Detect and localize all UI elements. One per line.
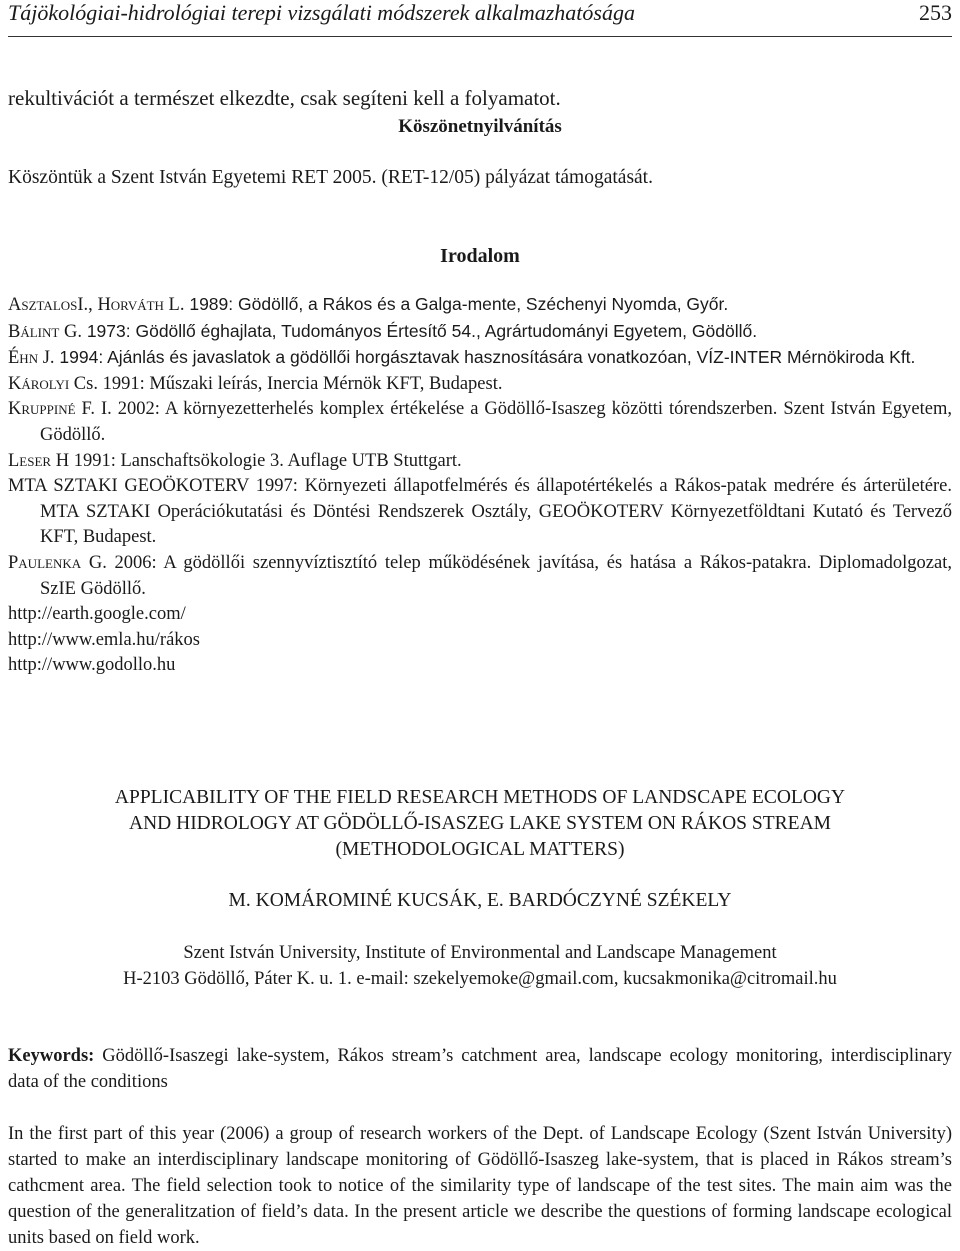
reference-item: MTA SZTAKI GEOÖKOTERV 1997: Környezeti állapotfelmérés és állapotértékelés a Rákos-patak medrére és árterületére. MTA SZTAKI Operációkutatási és Döntési Rendszerek Osztály, GEOÖKOTERV Környezetföldtani Kutató és Tervező KFT, Budapest.	[8, 476, 952, 548]
running-header	[8, 0, 952, 37]
reference-item: Károlyi Cs. 1991: Műszaki leírás, Inercia Mérnök KFT, Budapest.	[8, 373, 503, 394]
reference-link[interactable]: http://www.godollo.hu	[8, 655, 176, 676]
abstract: In the first part of this year (2006) a group of research workers of the Dept. of Landscape Ecology (Szent István University) started to make an interdisciplinary landscape monitoring of Gödöllő-Isaszeg lake-system, that is placed in Rákos stream’s cathcment area. The field selection took to notice of the similarity type of landscape of the test sites. The main aim was the question of the generalitzation of field’s data. In the present article we describe the questions of forming landscape ecological units based on field work.	[8, 1124, 952, 1248]
reference-item: AsztalosI., Horváth L. 1989: Gödöllő, a Rákos és a Galga-mente, Széchenyi Nyomda, Győr.	[8, 294, 729, 315]
reference-item: Paulenka G. 2006: A gödöllői szennyvíztisztító telep működésének javítása, és hatása a Rákos-patakra. Diplomadolgozat, SzIE Gödöllő.	[8, 552, 952, 599]
reference-item: Leser H 1991: Lanschaftsökologie 3. Auflage UTB Stuttgart.	[8, 450, 462, 471]
acknowledgement-title: Köszönetnyilvánítás	[398, 116, 562, 137]
acknowledgement-text: Köszöntük a Szent István Egyetemi RET 2005. (RET-12/05) pályázat támogatását.	[8, 167, 653, 188]
intro-line: rekultivációt a természet elkezdte, csak segíteni kell a folyamatot.	[8, 86, 561, 110]
keywords-text: Gödöllő-Isaszegi lake-system, Rákos stream’s catchment area, landscape ecology monitoring, interdisciplinary data of the conditions	[8, 1046, 952, 1092]
running-title: Tájökológiai-hidrológiai terepi vizsgálati módszerek alkalmazhatósága	[8, 0, 635, 25]
reference-item: Éhn J. 1994: Ajánlás és javaslatok a gödöllői horgásztavak hasznosítására vonatkozóan, VÍZ-INTER Mérnökiroda Kft.	[8, 347, 916, 369]
affiliation-line: H-2103 Gödöllő, Páter K. u. 1. e-mail: szekelyemoke@gmail.com, kucsakmonika@citromail.hu	[123, 969, 837, 989]
keywords	[8, 1043, 952, 1095]
page-number: 253	[919, 0, 952, 25]
reference-item: Kruppiné F. I. 2002: A környezetterhelés komplex értékelése a Gödöllő-Isaszeg közötti tórendszerben. Szent István Egyetem, Gödöllő.	[8, 399, 953, 445]
literature-title: Irodalom	[440, 245, 520, 267]
authors: M. KOMÁROMINÉ KUCSÁK, E. BARDÓCZYNÉ SZÉKELY	[228, 890, 732, 911]
reference-link[interactable]: http://www.emla.hu/rákos	[8, 629, 200, 650]
reference-list	[8, 292, 952, 679]
keywords-label: Keywords:	[8, 1046, 95, 1066]
english-title-line: AND HIDROLOGY AT GÖDÖLLŐ-ISASZEG LAKE SYSTEM ON RÁKOS STREAM	[128, 813, 831, 834]
english-title-line: APPLICABILITY OF THE FIELD RESEARCH METHODS OF LANDSCAPE ECOLOGY	[114, 787, 846, 808]
english-title-line: (METHODOLOGICAL MATTERS)	[335, 839, 625, 860]
reference-item: Bálint G. 1973: Gödöllő éghajlata, Tudományos Értesítő 54., Agrártudományi Egyetem, Gödöllő.	[8, 320, 758, 342]
affiliation-line: Szent István University, Institute of Environmental and Landscape Management	[183, 943, 777, 963]
reference-link[interactable]: http://earth.google.com/	[8, 604, 186, 625]
